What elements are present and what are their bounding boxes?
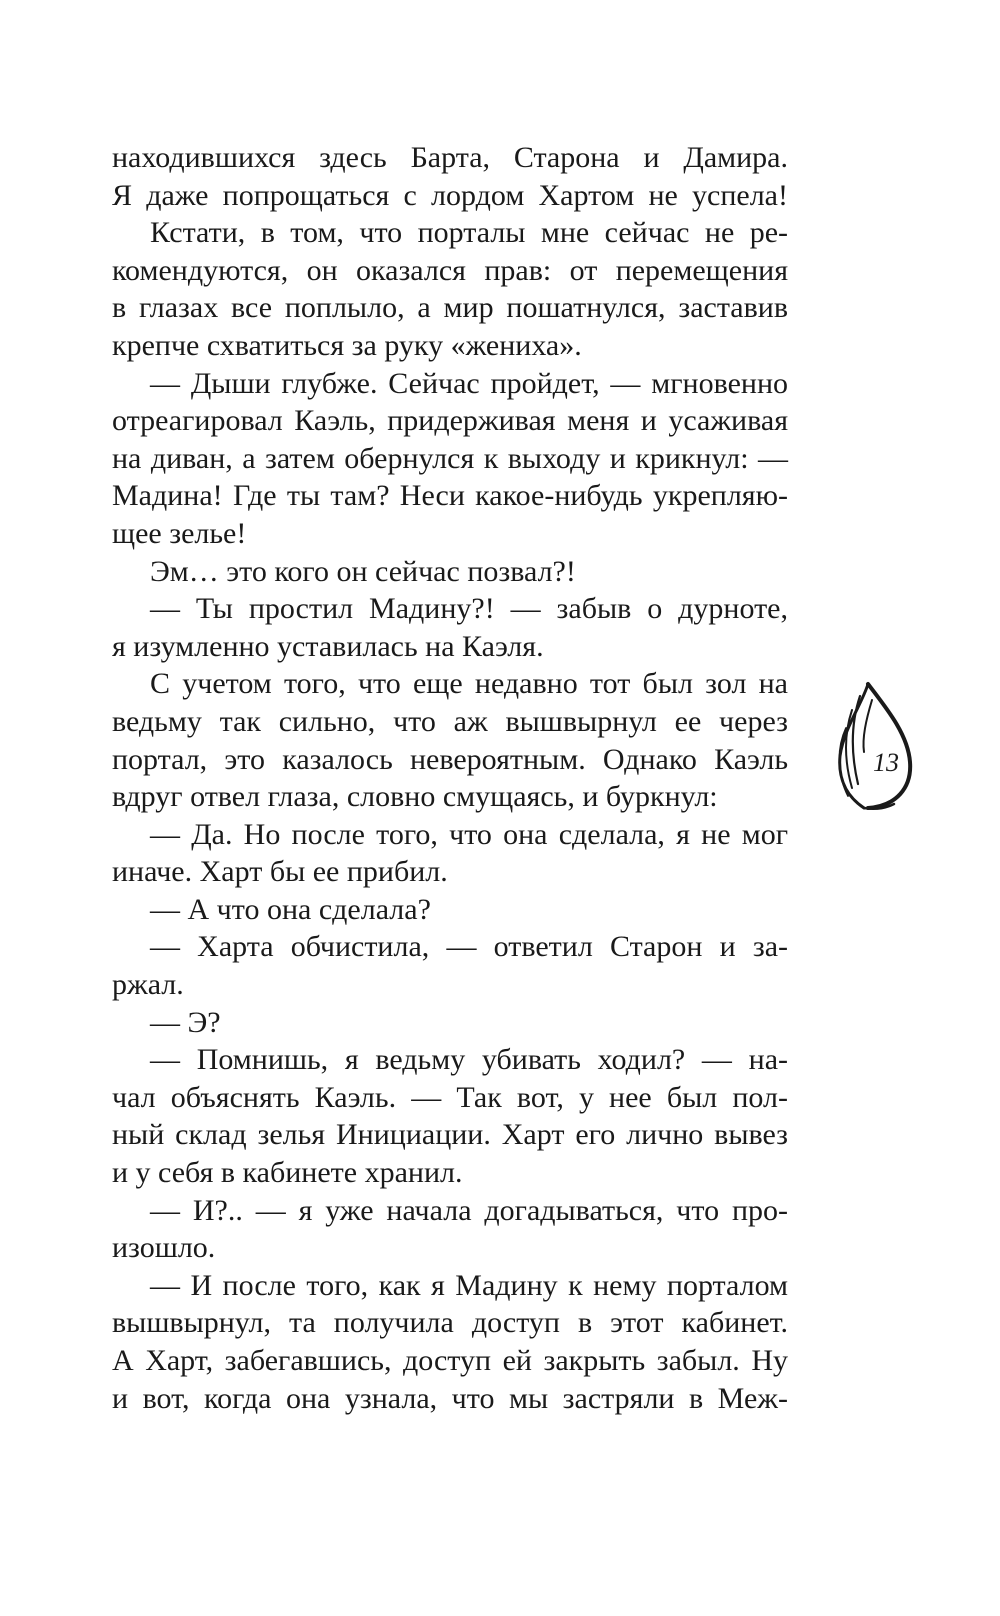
text-line: и у себя в кабинете хранил. [112, 1156, 463, 1190]
text-line: отреагировал Каэль, придерживая меня и усаживая [112, 404, 788, 438]
text-line: ведьму так сильно, что аж вышвырнул ее через [112, 704, 788, 738]
page-number-ornament [826, 680, 926, 820]
text-line: изошло. [112, 1231, 216, 1265]
text-line: в глазах все поплыло, а мир пошатнулся, заставив [112, 291, 788, 325]
text-line: крепче схватиться за руку «жениха». [112, 328, 582, 362]
text-line: находившихся здесь Барта, Старона и Дамира. [112, 141, 788, 174]
text-line: — Ты простил Мадину?! — забыв о дурноте, [150, 592, 788, 626]
text-line: комендуются, он оказался прав: от перемещения [112, 253, 788, 287]
text-line: — И после того, как я Мадину к нему порталом [150, 1268, 788, 1302]
text-line: я изумленно уставилась на Каэля. [112, 629, 544, 663]
text-line: — И?.. — я уже начала догадываться, что про- [150, 1193, 788, 1227]
text-line: А Харт, забегавшись, доступ ей закрыть забыл. Ну [112, 1344, 788, 1377]
text-line: — А что она сделала? [150, 892, 431, 926]
text-line: — Харта обчистила, — ответил Старон и за- [150, 930, 788, 964]
text-line: Я даже попрощаться с лордом Хартом не успела! [112, 178, 788, 212]
text-line: чал объяснять Каэль. — Так вот, у нее был пол- [112, 1080, 788, 1114]
text-line: на диван, а затем обернулся к выходу и крикнул: — [112, 441, 788, 475]
text-line: вышвырнул, та получила доступ в этот кабинет. [112, 1306, 788, 1340]
text-line: — Да. Но после того, что она сделала, я не мог [150, 817, 788, 851]
text-line: Эм… это кого он сейчас позвал?! [150, 554, 576, 588]
text-line: щее зелье! [112, 516, 247, 550]
text-line: — Помнишь, я ведьму убивать ходил? — на- [150, 1043, 788, 1077]
text-line: и вот, когда она узнала, что мы застряли в Меж- [112, 1381, 788, 1415]
text-line: ный склад зелья Инициации. Харт его лично вывез [112, 1118, 788, 1152]
text-line: — Дыши глубже. Сейчас пройдет, — мгновенно [150, 366, 788, 400]
body-text [112, 139, 788, 1417]
text-line: иначе. Харт бы ее прибил. [112, 855, 448, 889]
text-line: Кстати, в том, что порталы мне сейчас не ре- [150, 216, 788, 250]
text-line: вдруг отвел глаза, словно смущаясь, и буркнул: [112, 780, 718, 814]
text-line: портал, это казалось невероятным. Однако Каэль [112, 742, 788, 776]
text-line: ржал. [112, 968, 184, 1002]
text-line: Мадина! Где ты там? Неси какое-нибудь укрепляю- [112, 479, 788, 513]
page-number: 13 [873, 748, 899, 777]
text-line: С учетом того, что еще недавно тот был зол на [150, 667, 788, 701]
text-line: — Э? [150, 1005, 221, 1039]
